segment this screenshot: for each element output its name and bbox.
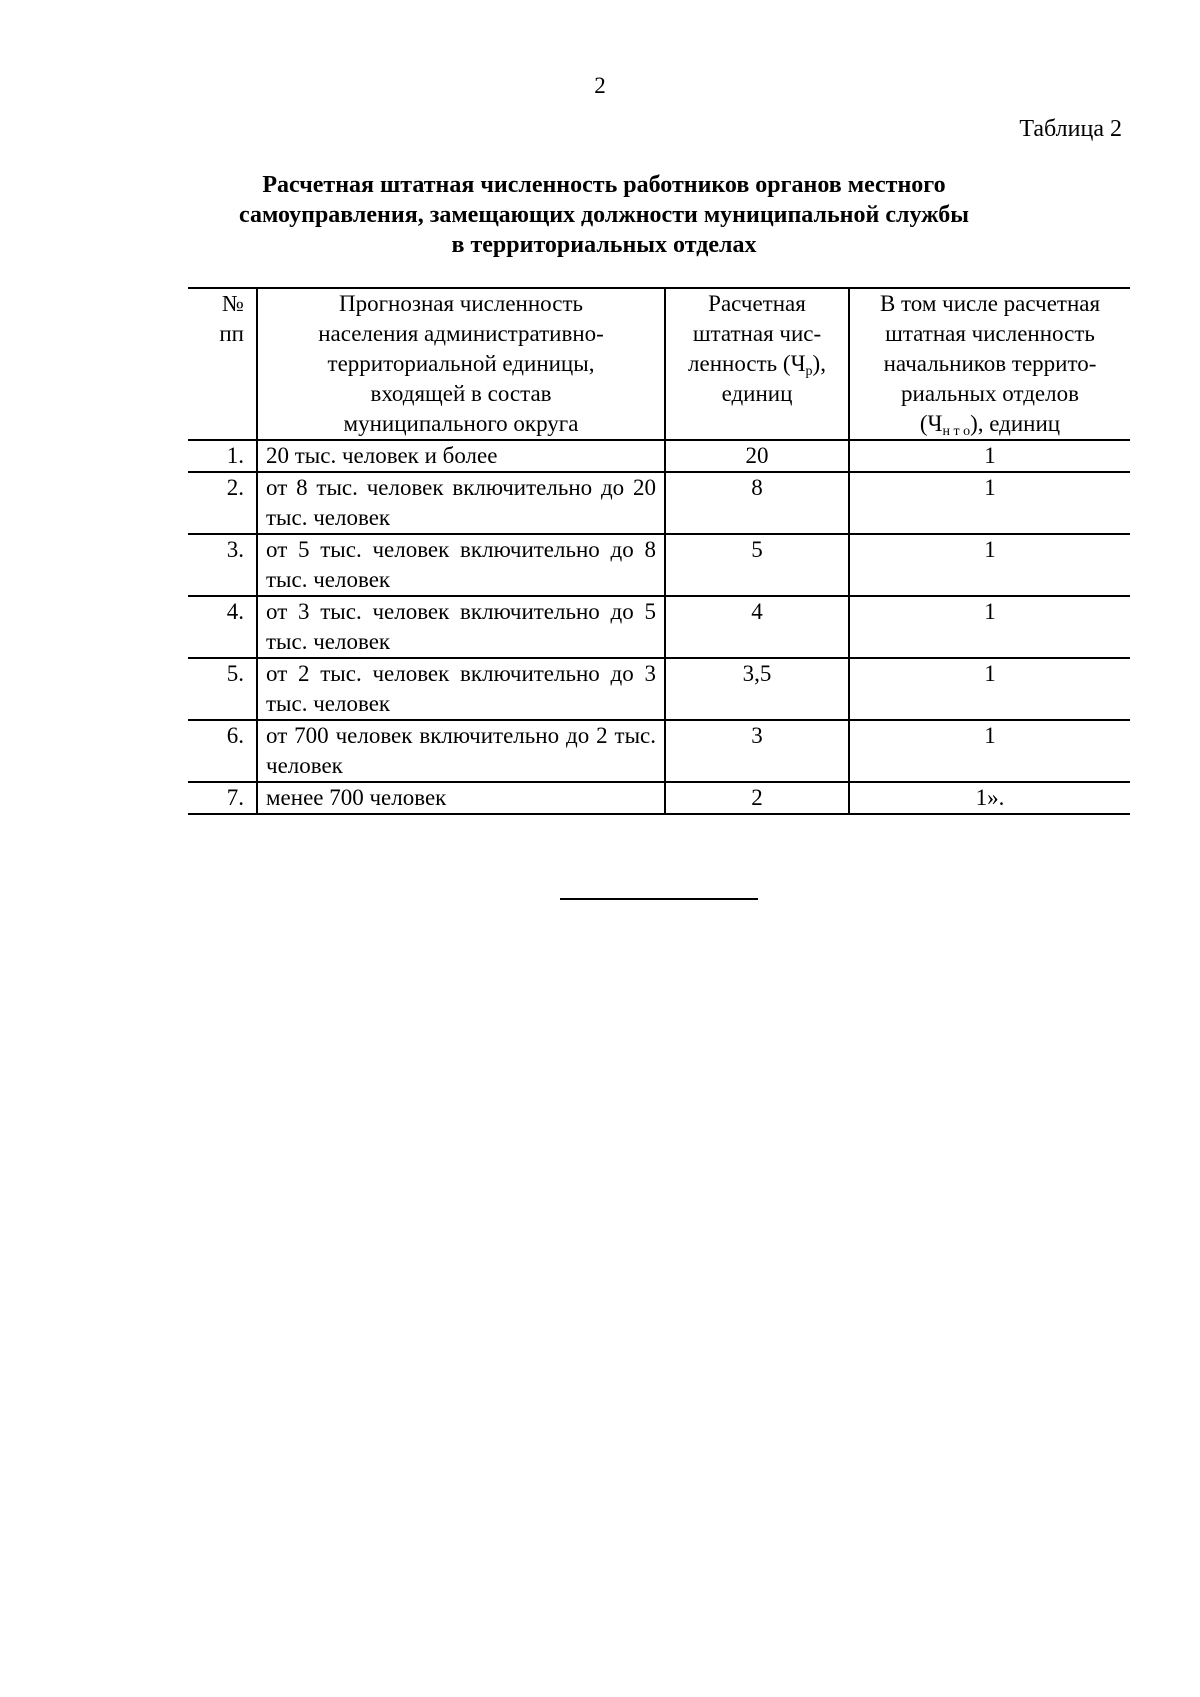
header-heads-line: В том числе расчетная xyxy=(879,291,1101,316)
header-staff-suffix: ), xyxy=(812,351,826,376)
row-staff-count: 4 xyxy=(665,596,849,658)
row-population: менее 700 человек xyxy=(257,782,665,814)
header-population-line: муниципального округа xyxy=(343,411,579,436)
header-num-line: № xyxy=(222,291,244,316)
row-heads-count: 1 xyxy=(849,658,1130,720)
row-number: 7. xyxy=(226,785,244,810)
row-staff-count: 3 xyxy=(665,720,849,782)
row-heads-count: 1». xyxy=(849,782,1130,814)
row-number: 4. xyxy=(226,599,244,624)
header-heads-line: начальников террито- xyxy=(883,351,1097,376)
header-staff-line xyxy=(674,349,840,379)
header-staff-subscript: р xyxy=(805,364,813,379)
title-line: самоуправления, замещающих должности муниципальной службы xyxy=(239,202,969,228)
header-num xyxy=(188,288,257,440)
row-number: 5. xyxy=(226,661,244,686)
table-row xyxy=(188,534,1130,596)
header-staff-line: штатная чис- xyxy=(692,321,822,346)
title-line: Расчетная штатная численность работников органов местного xyxy=(262,172,946,198)
table-header-row xyxy=(188,288,1130,440)
row-population: от 5 тыс. человек включительно до 8 тыс. человек xyxy=(257,534,665,596)
table-row xyxy=(188,720,1130,782)
header-heads xyxy=(849,288,1130,440)
header-staff xyxy=(665,288,849,440)
row-heads-count: 1 xyxy=(849,534,1130,596)
row-staff-count: 3,5 xyxy=(665,658,849,720)
header-population-line: Прогнозная численность xyxy=(339,291,583,316)
row-population: 20 тыс. человек и более xyxy=(257,440,665,472)
header-heads-line: риальных отделов xyxy=(901,381,1079,406)
row-staff-count: 5 xyxy=(665,534,849,596)
table-row xyxy=(188,440,1130,472)
row-population: от 3 тыс. человек включительно до 5 тыс. человек xyxy=(257,596,665,658)
header-heads-line xyxy=(858,409,1122,439)
row-heads-count: 1 xyxy=(849,472,1130,534)
header-heads-text: (Ч xyxy=(919,411,943,436)
row-heads-count: 1 xyxy=(849,720,1130,782)
row-population: от 700 человек включительно до 2 тыс. человек xyxy=(257,720,665,782)
header-population xyxy=(257,288,665,440)
table-row xyxy=(188,658,1130,720)
header-population-line: населения административно- xyxy=(318,321,604,346)
staff-table xyxy=(188,287,1130,815)
table-row xyxy=(188,596,1130,658)
row-staff-count: 20 xyxy=(665,440,849,472)
header-heads-line: штатная численность xyxy=(885,321,1095,346)
page-number: 2 xyxy=(594,73,606,98)
row-heads-count: 1 xyxy=(849,596,1130,658)
header-heads-subscript: н т о xyxy=(942,424,971,439)
table-row xyxy=(188,782,1130,814)
row-number: 6. xyxy=(226,723,244,748)
row-number: 2. xyxy=(226,475,244,500)
row-staff-count: 2 xyxy=(665,782,849,814)
header-population-line: территориальной единицы, xyxy=(327,351,595,376)
row-number: 3. xyxy=(226,537,244,562)
table-row xyxy=(188,472,1130,534)
header-population-line: входящей в состав xyxy=(370,381,552,406)
table-label: Таблица 2 xyxy=(1019,116,1122,142)
row-staff-count: 8 xyxy=(665,472,849,534)
row-number: 1. xyxy=(226,443,244,468)
header-staff-text: ленность (Ч xyxy=(688,351,806,376)
header-num-line: пп xyxy=(219,321,244,346)
document-title xyxy=(180,170,1028,260)
row-population: от 2 тыс. человек включительно до 3 тыс. человек xyxy=(257,658,665,720)
header-heads-suffix: ), единиц xyxy=(970,411,1061,436)
title-line: в территориальных отделах xyxy=(451,232,757,258)
row-heads-count: 1 xyxy=(849,440,1130,472)
header-staff-line: единиц xyxy=(721,381,793,406)
closing-rule xyxy=(560,898,758,900)
header-staff-line: Расчетная xyxy=(708,291,806,316)
row-population: от 8 тыс. человек включительно до 20 тыс. человек xyxy=(257,472,665,534)
